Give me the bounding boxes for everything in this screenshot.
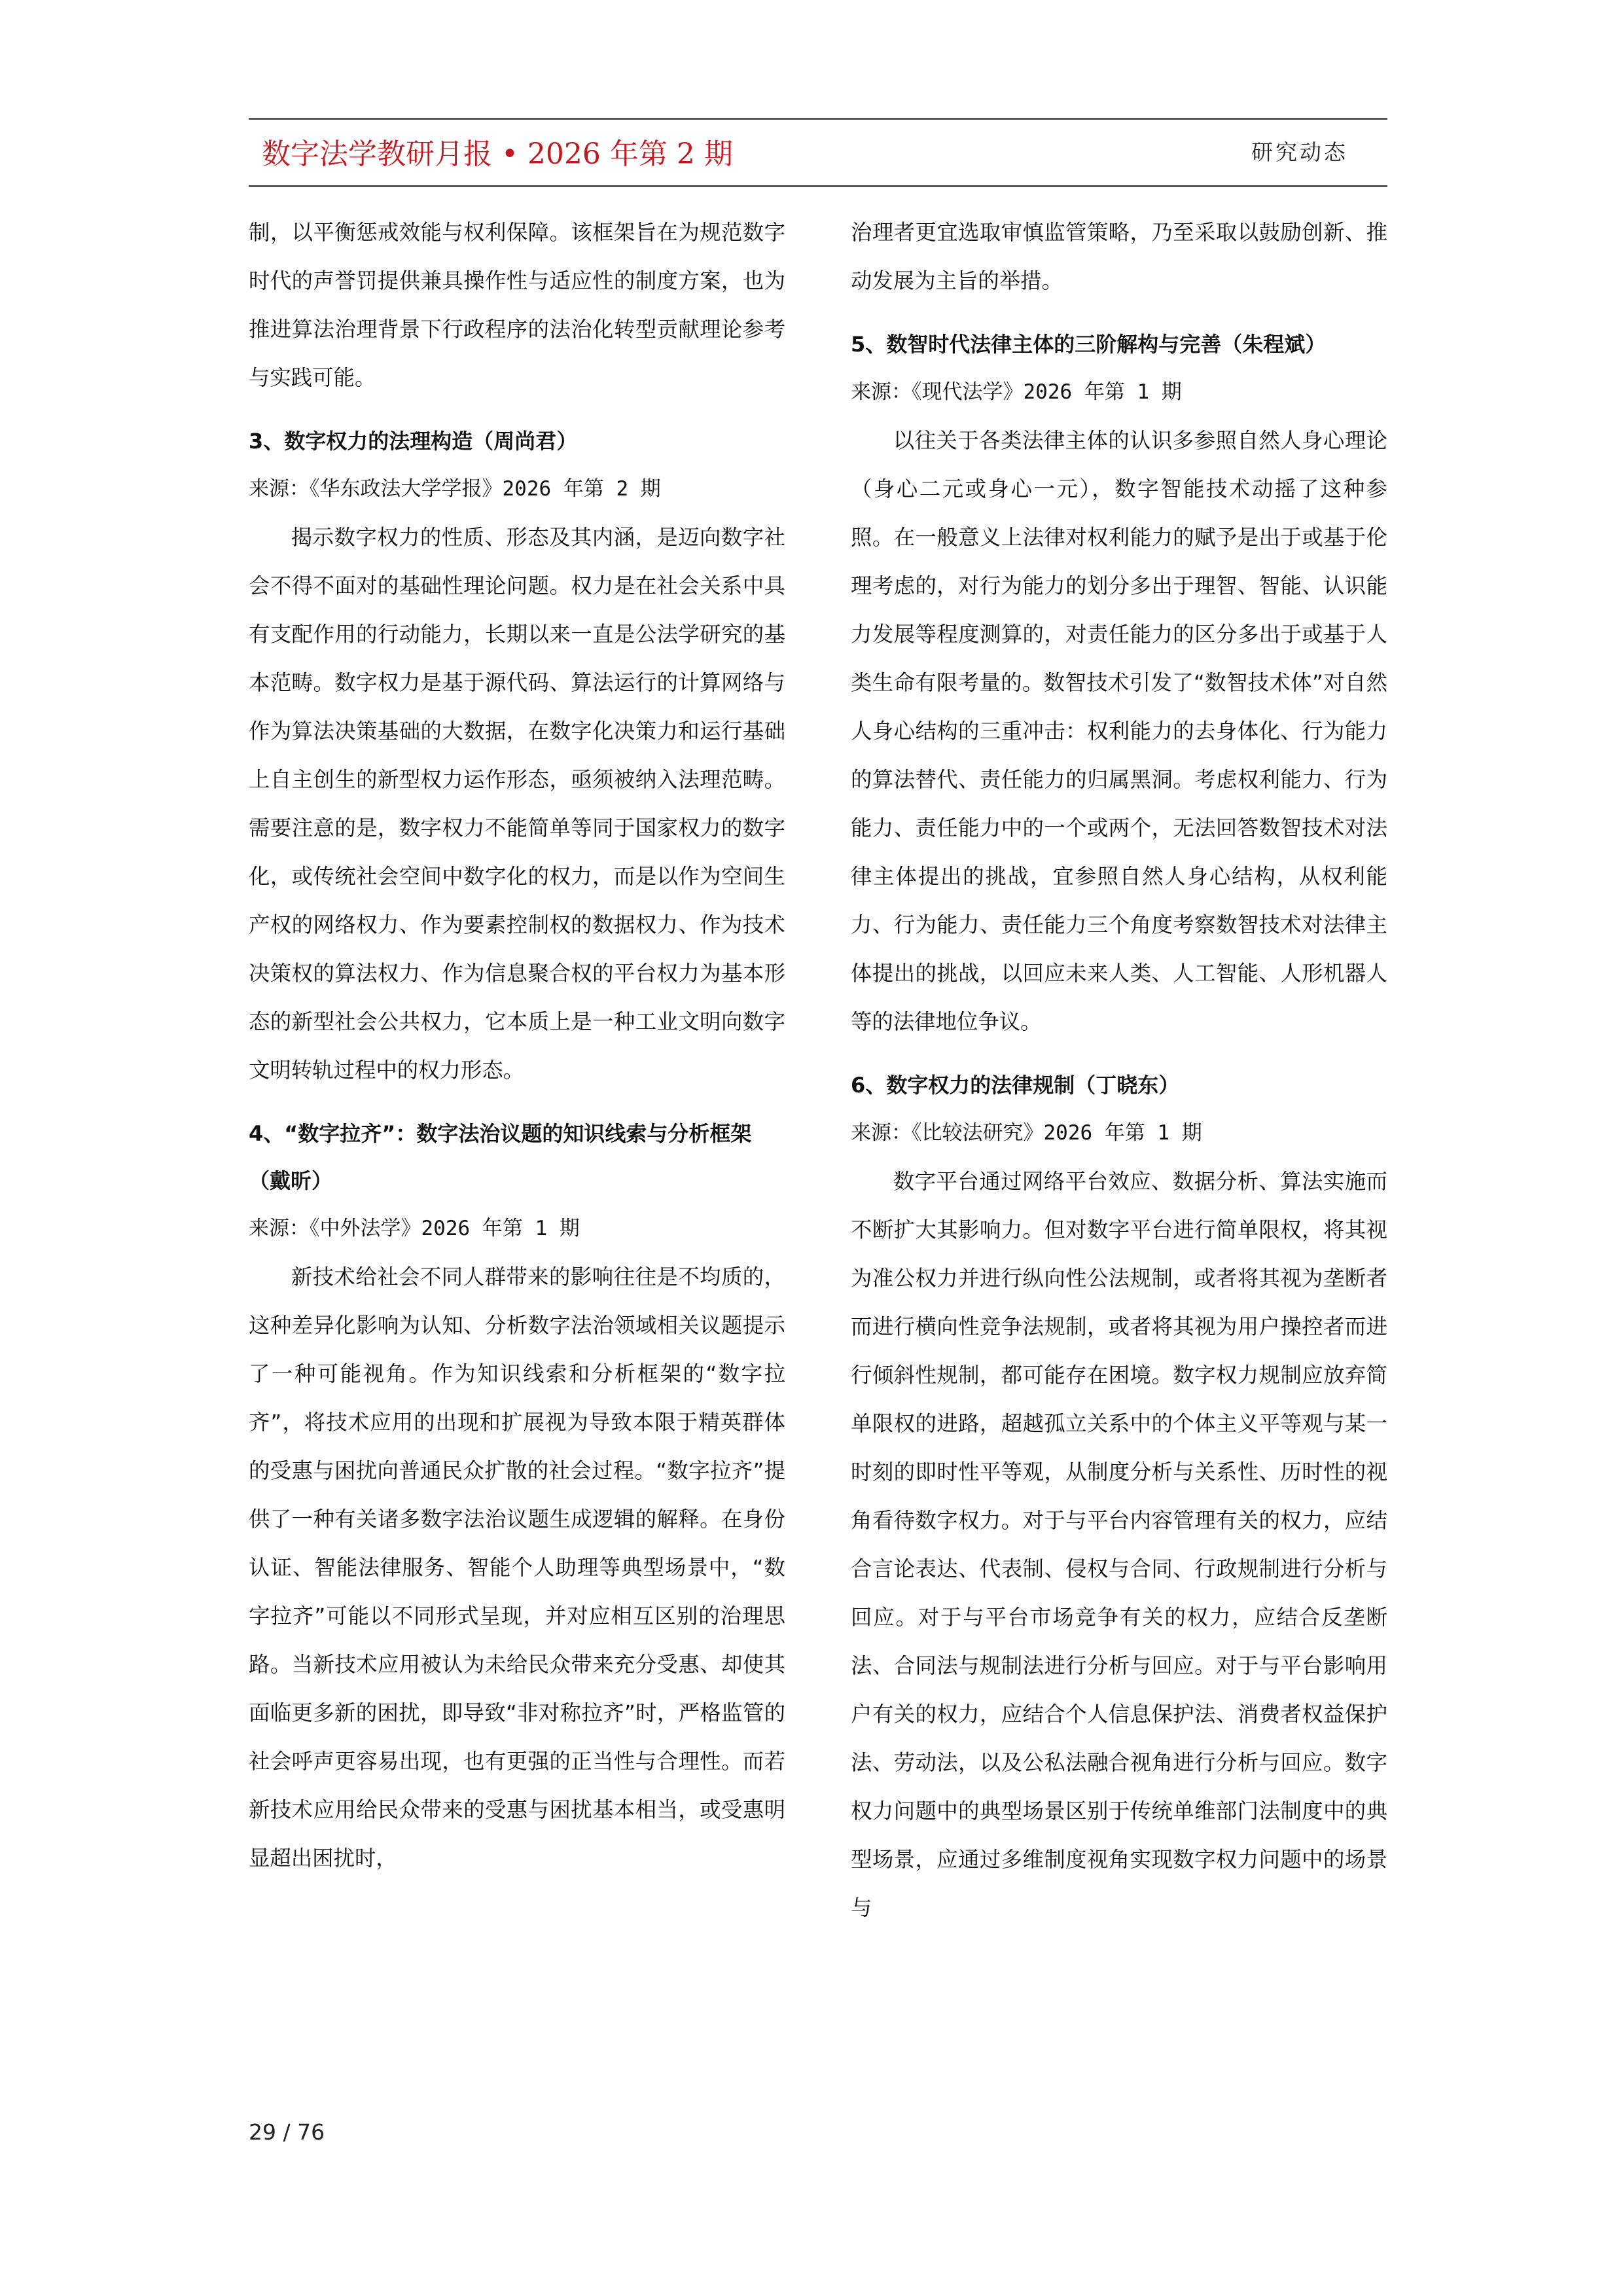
article-4-heading: 4、“数字拉齐”：数字法治议题的知识线索与分析框架（戴昕） bbox=[249, 1121, 752, 1193]
article-5-source: 来源：《现代法学》2026 年第 1 期 bbox=[851, 380, 1182, 404]
article-4-body: 新技术给社会不同人群带来的影响往往是不均质的，这种差异化影响为认知、分析数字法治领域相关议题提示了一种可能视角。作为知识线索和分析框架的“数字拉齐”，将技术应用的出现和扩展视为导致本限于精英群体的受惠与困扰向普通民众扩散的社会过程。“数字拉齐”提供了一种有关诸多数字法治议题生成逻辑的解释。在身份认证、智能法律服务、智能个人助理等典型场景中，“数字拉齐”可能以不同形式呈现，并对应相互区别的治理思路。当新技术应用被认为未给民众带来充分受惠、却使其面临更多新的困扰，即导致“非对称拉齐”时，严格监管的社会呼声更容易出现，也有更强的正当性与合理性。而若新技术应用给民众带来的受惠与困扰基本相当，或受惠明显超出困扰时， bbox=[249, 1265, 785, 1871]
article-6-body: 数字平台通过网络平台效应、数据分析、算法实施而不断扩大其影响力。但对数字平台进行简单限权，将其视为准公权力并进行纵向性公法规制，或者将其视为垄断者而进行横向性竞争法规制，或者将其视为用户操控者而进行倾斜性规制，都可能存在困境。数字权力规制应放弃简单限权的进路，超越孤立关系中的个体主义平等观与某一时刻的即时性平等观，从制度分析与关系性、历时性的视角看待数字权力。对于与平台内容管理有关的权力，应结合言论表达、代表制、侵权与合同、行政规制进行分析与回应。对于与平台市场竞争有关的权力，应结合反垄断法、合同法与规制法进行分析与回应。对于与平台影响用户有关的权力，应结合个人信息保护法、消费者权益保护法、劳动法，以及公私法融合视角进行分析与回应。数字权力问题中的典型场景区别于传统单维部门法制度中的典型场景，应通过多维制度视角实现数字权力问题中的场景与 bbox=[851, 1169, 1387, 1920]
article-4-source: 来源：《中外法学》2026 年第 1 期 bbox=[249, 1217, 580, 1240]
continuation-paragraph: 治理者更宜选取审慎监管策略，乃至采取以鼓励创新、推动发展为主旨的举措。 bbox=[851, 220, 1387, 293]
article-3-heading: 3、数字权力的法理构造（周尚君） bbox=[249, 429, 578, 454]
left-column bbox=[249, 208, 785, 1882]
article-5-body: 以往关于各类法律主体的认识多参照自然人身心理论（身心二元或身心一元），数字智能技术动摇了这种参照。在一般意义上法律对权利能力的赋予是出于或基于伦理考虑的，对行为能力的划分多出于理智、智能、认识能力发展等程度测算的，对责任能力的区分多出于或基于人类生命有限考量的。数智技术引发了“数智技术体”对自然人身心结构的三重冲击：权利能力的去身体化、行为能力的算法替代、责任能力的归属黑洞。考虑权利能力、行为能力、责任能力中的一个或两个，无法回答数智技术对法律主体提出的挑战，宜参照自然人身心结构，从权利能力、行为能力、责任能力三个角度考察数智技术对法律主体提出的挑战，以回应未来人类、人工智能、人形机器人等的法律地位争议。 bbox=[851, 428, 1387, 1034]
page-header bbox=[249, 118, 1387, 187]
section-label: 研究动态 bbox=[1251, 139, 1348, 165]
article-6-heading: 6、数字权力的法律规制（丁晓东） bbox=[851, 1073, 1180, 1098]
right-column bbox=[851, 208, 1387, 1932]
article-6-source: 来源：《比较法研究》2026 年第 1 期 bbox=[851, 1121, 1202, 1145]
article-3-source: 来源：《华东政法大学学报》2026 年第 2 期 bbox=[249, 477, 661, 501]
continuation-paragraph: 制，以平衡惩戒效能与权利保障。该框架旨在为规范数字时代的声誉罚提供兼具操作性与适应性的制度方案，也为推进算法治理背景下行政程序的法治化转型贡献理论参考与实践可能。 bbox=[249, 220, 785, 390]
article-3-body: 揭示数字权力的性质、形态及其内涵，是迈向数字社会不得不面对的基础性理论问题。权力是在社会关系中具有支配作用的行动能力，长期以来一直是公法学研究的基本范畴。数字权力是基于源代码、算法运行的计算网络与作为算法决策基础的大数据，在数字化决策力和运行基础上自主创生的新型权力运作形态，亟须被纳入法理范畴。需要注意的是，数字权力不能简单等同于国家权力的数字化，或传统社会空间中数字化的权力，而是以作为空间生产权的网络权力、作为要素控制权的数据权力、作为技术决策权的算法权力、作为信息聚合权的平台权力为基本形态的新型社会公共权力，它本质上是一种工业文明向数字文明转轨过程中的权力形态。 bbox=[249, 525, 785, 1083]
journal-title: 数字法学教研月报 • 2026 年第 2 期 bbox=[262, 137, 733, 171]
article-5-heading: 5、数智时代法律主体的三阶解构与完善（朱程斌） bbox=[851, 332, 1327, 357]
page-number: 29 / 76 bbox=[249, 2119, 325, 2145]
